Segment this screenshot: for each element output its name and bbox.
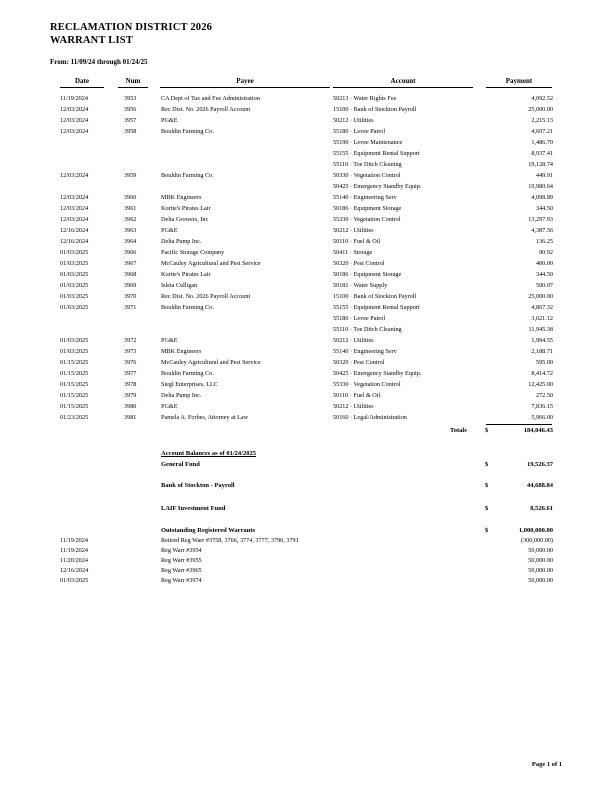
cell-payment: 136.25 [535,238,553,245]
column-header-date: Date [75,77,89,85]
cell-account: 50320 · Pest Control [333,359,385,366]
table-row [0,115,612,126]
document-subtitle: WARRANT LIST [50,35,134,46]
cell-payee: Bouldin Farming Co. [161,370,214,377]
cell-account: 55155 · Equipment Rental Support [333,150,420,157]
cell-account: 55110 · Toe Ditch Cleaning [333,326,402,333]
table-row [0,225,612,236]
cell-payee: Pacific Storage Company [161,249,225,256]
reg-label: Reg Warr #3955 [161,557,202,564]
table-row [0,401,612,412]
cell-payee: McCauley Agricultural and Pest Service [161,260,261,267]
cell-date: 01/03/2025 [60,348,89,355]
table-row [0,390,612,401]
table-row [0,192,612,203]
list-item [0,576,612,586]
cell-date: 12/16/2024 [60,238,89,245]
cell-num: 3958 [124,128,137,135]
cell-account: 50181 · Water Supply [333,282,388,289]
cell-payment: 344.50 [535,205,553,212]
cell-date: 01/15/2025 [60,381,89,388]
balance-value: 1,000,000.00 [518,527,553,534]
cell-payment: 4,387.56 [531,227,553,234]
cell-account: 50110 · Fuel & Oil [333,238,381,245]
balance-label: Bank of Stockton - Payroll [161,482,235,489]
cell-num: 3957 [124,117,137,124]
cell-payee: Kortie's Pirates Lair [161,271,211,278]
cell-account: 50411 · Storage [333,249,373,256]
cell-payee: Delta Pump Inc. [161,392,202,399]
cell-payee: MBK Engineers [161,348,202,355]
cell-num: 3970 [124,293,137,300]
cell-payee: Bouldin Farming Co. [161,172,214,179]
totals-label: Totals [450,427,467,434]
cell-date: 01/03/2025 [60,271,89,278]
cell-num: 3979 [124,392,137,399]
cell-num: 3963 [124,227,137,234]
table-row [0,412,612,423]
table-row [0,335,612,346]
table-row [0,93,612,104]
cell-num: 3971 [124,304,137,311]
cell-account: 55330 · Vegetation Control [333,216,401,223]
cell-account: 50425 · Emergency Standby Equip. [333,183,422,190]
reg-value: 50,000.00 [528,547,553,554]
table-row [0,324,612,335]
totals-currency: $ [485,427,489,434]
cell-payee: PG&E [161,227,178,234]
cell-num: 3967 [124,260,137,267]
cell-account: 55180 · Levee Patrol [333,128,386,135]
cell-date: 01/03/2025 [60,249,89,256]
cell-date: 01/23/2025 [60,414,89,421]
table-row [0,170,612,181]
table-row [0,258,612,269]
cell-payment: 4,092.52 [531,95,553,102]
table-row [0,104,612,115]
cell-account: 15100 · Bank of Stockton Payroll [333,293,417,300]
page-number: Page 1 of 1 [531,761,562,768]
cell-payment: 90.92 [539,249,553,256]
cell-date: 12/03/2024 [60,205,89,212]
list-item [0,546,612,556]
cell-payment: 8,414.72 [531,370,553,377]
cell-account: 50212 · Utilities [333,337,374,344]
cell-payee: Kortie's Pirates Lair [161,205,211,212]
cell-payment: 11,945.38 [528,326,553,333]
reg-label: Reg Warr #3965 [161,567,202,574]
balance-currency: $ [485,527,489,534]
column-header-num: Num [125,77,141,85]
cell-date: 01/15/2025 [60,392,89,399]
cell-account: 50186 · Equipment Storage [333,271,402,278]
cell-date: 12/16/2024 [60,227,89,234]
cell-date: 01/03/2025 [60,282,89,289]
cell-payee: PG&E [161,403,178,410]
cell-payee: PG&E [161,117,178,124]
cell-payment: 5,966.00 [531,414,553,421]
cell-date: 01/03/2025 [60,293,89,300]
cell-payee: Rec Dist. No. 2026 Payroll Account [161,106,251,113]
header-rule [118,87,148,88]
header-rule [486,87,552,88]
table-row [0,203,612,214]
cell-payment: 2,188.71 [531,348,553,355]
table-row [0,302,612,313]
cell-account: 50425 · Emergency Standby Equip. [333,370,422,377]
totals-rule [486,424,552,425]
cell-account: 50212 · Utilities [333,117,374,124]
cell-num: 3973 [124,348,137,355]
cell-account: 55155 · Equipment Rental Support [333,304,420,311]
cell-num: 3960 [124,194,137,201]
cell-account: 50186 · Equipment Storage [333,205,402,212]
reg-date: 12/16/2024 [60,567,89,574]
table-row [0,269,612,280]
cell-account: 50212 · Utilities [333,227,374,234]
cell-date: 01/03/2025 [60,260,89,267]
cell-payee: Pamela A. Forbes, Attorney at Law [161,414,249,421]
list-item [0,556,612,566]
cell-account: 50330 · Vegetation Control [333,172,401,179]
table-row [0,236,612,247]
cell-date: 12/03/2024 [60,117,89,124]
cell-payee: Delta Growers, Inc [161,216,209,223]
cell-payment: 12,425.00 [528,381,553,388]
cell-num: 3978 [124,381,137,388]
cell-num: 3980 [124,403,137,410]
cell-num: 3962 [124,216,137,223]
document-title: RECLAMATION DISTRICT 2026 [50,22,213,33]
cell-date: 12/03/2024 [60,194,89,201]
reg-value: 50,000.00 [528,567,553,574]
table-row [0,346,612,357]
table-row [0,280,612,291]
cell-payment: 8,937.41 [531,150,553,157]
balance-currency: $ [485,461,489,468]
table-row [0,368,612,379]
cell-date: 12/03/2024 [60,216,89,223]
cell-payment: 4,098.89 [531,194,553,201]
cell-account: 55180 · Levee Patrol [333,315,386,322]
cell-date: 01/15/2025 [60,403,89,410]
cell-num: 3976 [124,359,137,366]
cell-payee: Siegl Enterprises, LLC [161,381,218,388]
reg-date: 11/19/2024 [60,547,88,554]
cell-payee: Delta Pump Inc. [161,238,202,245]
balance-currency: $ [485,505,489,512]
table-row [0,126,612,137]
reg-label: Retired Reg Warr #3758, 3766, 3774, 3777, 3790, 3791 [161,537,299,544]
cell-payment: 1,486.70 [531,139,553,146]
column-header-payee: Payee [236,77,254,85]
table-row [0,379,612,390]
cell-num: 3961 [124,205,137,212]
cell-payment: 25,000.00 [528,293,553,300]
cell-payee: Rec Dist. No. 2026 Payroll Account [161,293,251,300]
cell-payment: 4,867.32 [531,304,553,311]
cell-date: 01/03/2025 [60,304,89,311]
header-rule [60,87,104,88]
cell-account: 55190 · Levee Maintenance [333,139,403,146]
totals-value: 184,046.43 [523,427,553,434]
cell-payee: Isleta Culligan [161,282,198,289]
cell-payment: 595.00 [535,359,553,366]
cell-payment: 3,021.12 [531,315,553,322]
cell-account: 55140 · Engineering Serv [333,348,397,355]
cell-account: 50213 · Water Rights Fee [333,95,397,102]
cell-payment: 500.07 [535,282,553,289]
column-header-account: Account [390,77,416,85]
cell-account: 15100 · Bank of Stockton Payroll [333,106,417,113]
balance-value: 8,526.61 [530,505,553,512]
list-item [0,566,612,576]
cell-date: 01/15/2025 [60,359,89,366]
table-row [0,159,612,170]
cell-payment: 7,836.15 [531,403,553,410]
cell-date: 01/15/2025 [60,370,89,377]
cell-num: 3956 [124,106,137,113]
cell-payment: 272.50 [535,392,553,399]
cell-account: 50212 · Utilities [333,403,374,410]
header-rule [160,87,330,88]
cell-account: 50160 · Legal/Administration [333,414,407,421]
balance-value: 44,688.84 [527,482,553,489]
cell-payment: 13,297.93 [528,216,553,223]
reg-date: 01/03/2025 [60,577,89,584]
cell-payment: 10,980.64 [528,183,553,190]
reg-label: Reg Warr #3974 [161,577,202,584]
cell-num: 3977 [124,370,137,377]
list-item [0,536,612,546]
cell-payee: MBK Engineers [161,194,202,201]
cell-date: 12/03/2024 [60,128,89,135]
cell-num: 3972 [124,337,137,344]
table-row [0,137,612,148]
reg-date: 11/20/2024 [60,557,88,564]
cell-payment: 1,994.55 [531,337,553,344]
cell-payment: 449.91 [535,172,553,179]
cell-date: 12/03/2024 [60,106,89,113]
table-row [0,357,612,368]
cell-account: 50110 · Fuel & Oil [333,392,381,399]
table-row [0,148,612,159]
cell-date: 12/03/2024 [60,172,89,179]
reg-date: 11/19/2024 [60,537,88,544]
cell-num: 3969 [124,282,137,289]
balance-currency: $ [485,482,489,489]
cell-payment: 25,000.00 [528,106,553,113]
cell-payment: 4,607.21 [531,128,553,135]
reg-value: 50,000.00 [528,577,553,584]
table-row [0,181,612,192]
cell-payee: McCauley Agricultural and Pest Service [161,359,261,366]
cell-payee: PG&E [161,337,178,344]
cell-num: 3966 [124,249,137,256]
balance-label: Outstanding Registered Warrants [161,527,256,534]
balance-label: General Fund [161,461,200,468]
column-header-payment: Payment [505,77,533,85]
cell-num: 3953 [124,95,137,102]
cell-num: 3964 [124,238,137,245]
cell-payee: CA Dept of Tax and Fee Administration [161,95,260,102]
cell-account: 55140 · Engineering Serv [333,194,397,201]
table-row [0,247,612,258]
balances-section-title: Account Balances as of 01/24/2025 [161,450,256,457]
cell-payment: 19,128.74 [528,161,553,168]
cell-payment: 400.00 [535,260,553,267]
balance-value: 19,526.37 [527,461,553,468]
balance-label: LAIF Investment Fund [161,505,226,512]
table-row [0,291,612,302]
cell-date: 01/03/2025 [60,337,89,344]
reg-value: (300,000.00) [521,537,553,544]
reg-label: Reg Warr #3954 [161,547,202,554]
cell-num: 3959 [124,172,137,179]
cell-payee: Bouldin Farming Co. [161,128,214,135]
cell-account: 55330 · Vegetation Control [333,381,401,388]
cell-account: 50320 · Pest Control [333,260,385,267]
cell-account: 55110 · Toe Ditch Cleaning [333,161,402,168]
cell-payment: 344.50 [535,271,553,278]
date-range: From: 11/09/24 through 01/24/25 [50,58,148,66]
table-row [0,313,612,324]
cell-date: 11/19/2024 [60,95,88,102]
reg-value: 50,000.00 [528,557,553,564]
cell-payment: 2,215.13 [531,117,553,124]
cell-payee: Bouldin Farming Co. [161,304,214,311]
cell-num: 3981 [124,414,137,421]
cell-num: 3968 [124,271,137,278]
table-row [0,214,612,225]
header-rule [333,87,473,88]
